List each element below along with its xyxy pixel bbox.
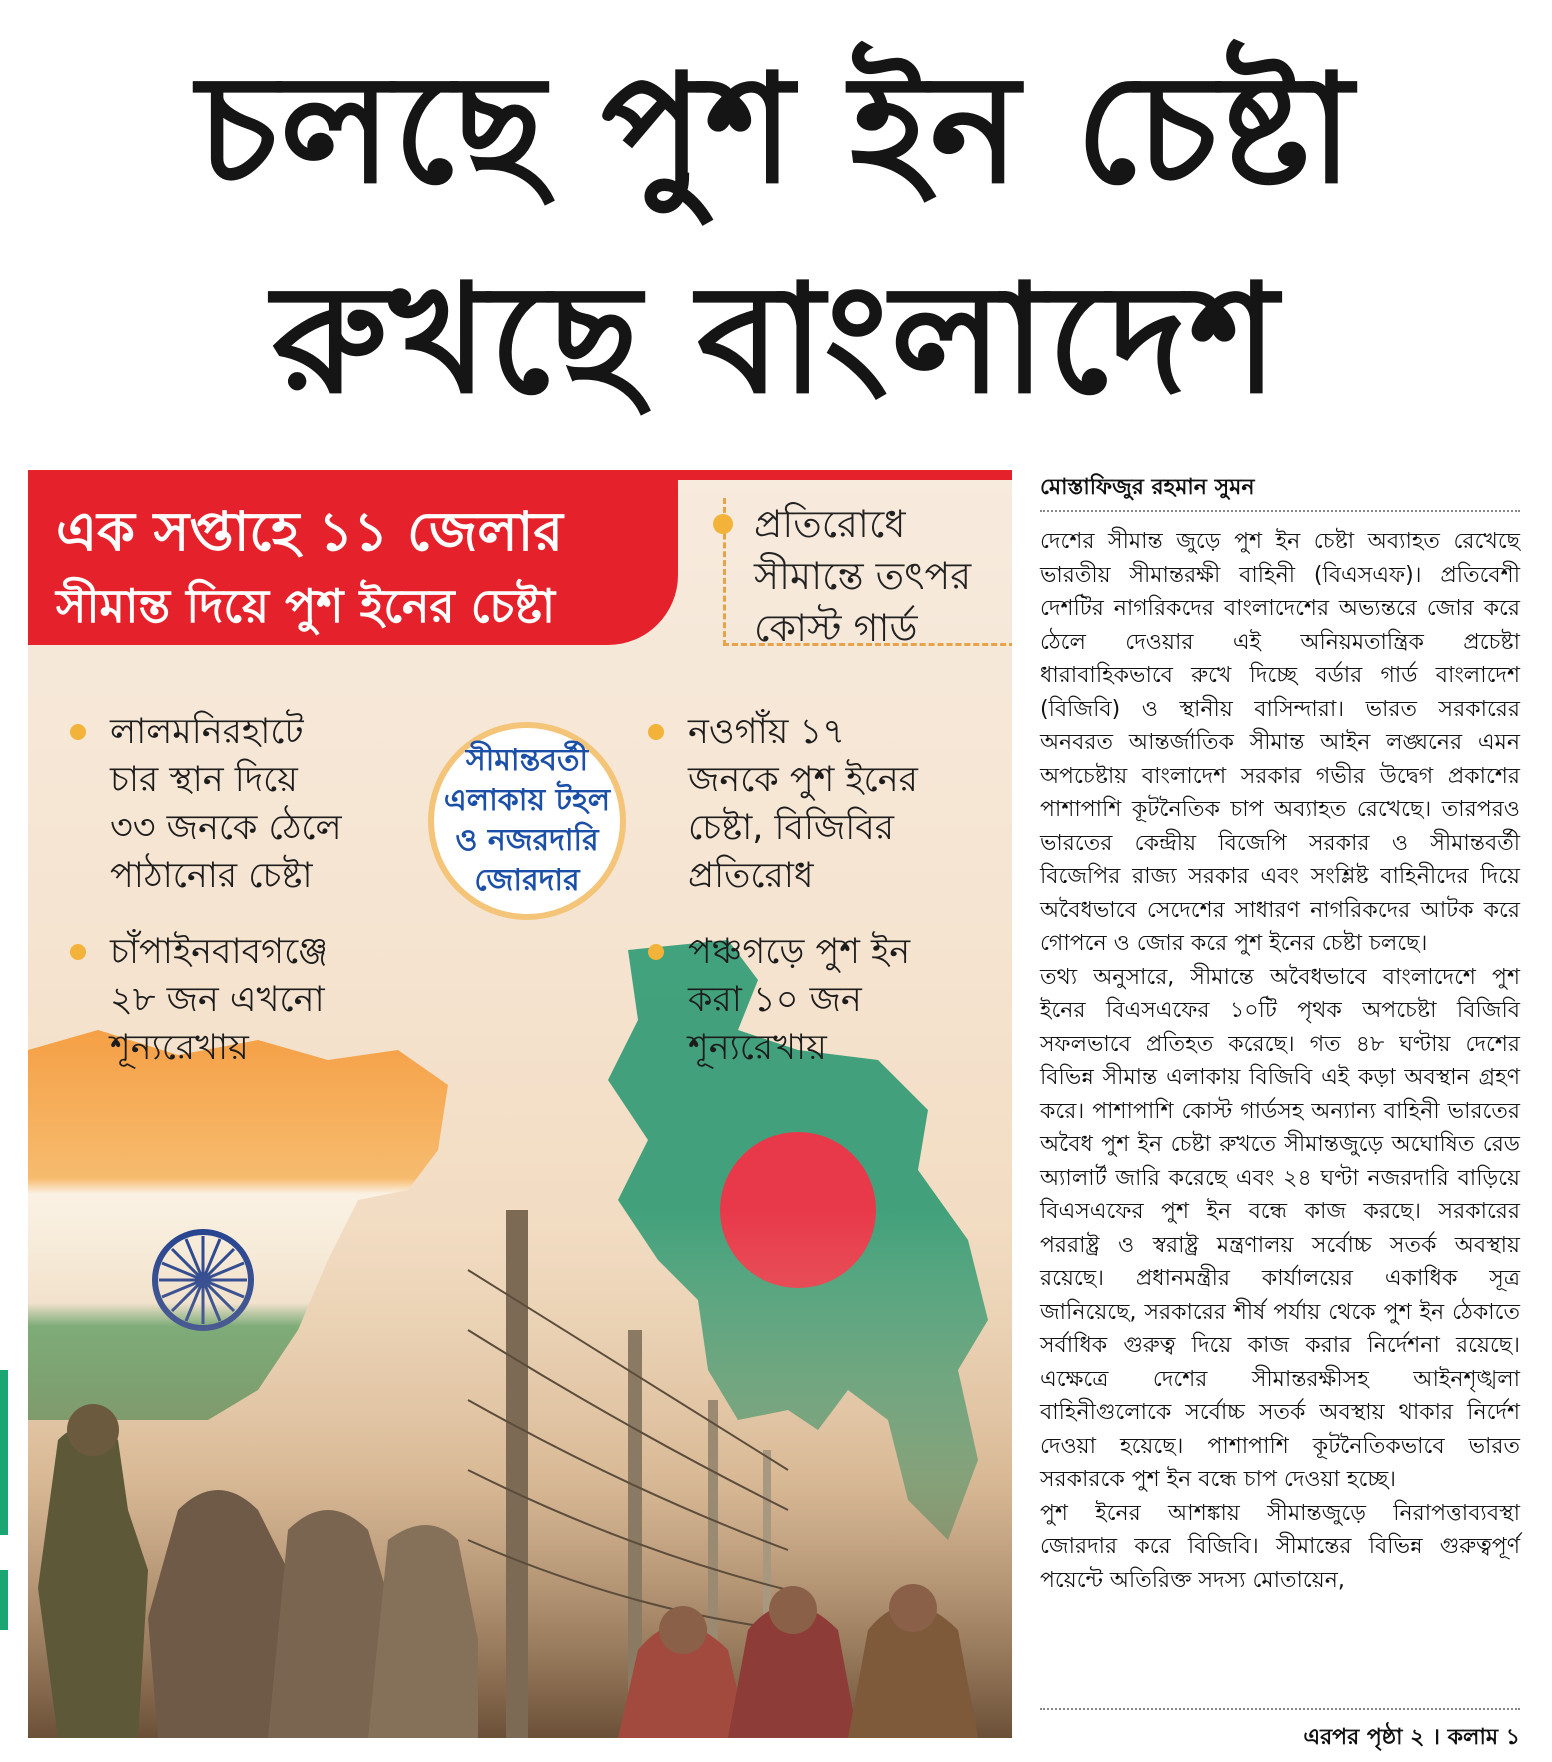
article-body <box>1040 525 1520 1597</box>
top-accent-bar <box>28 470 1012 480</box>
article-paragraph: দেশের সীমান্ত জুড়ে পুশ ইন চেষ্টা অব্যাহত রেখেছে ভারতীয় সীমান্তরক্ষী বাহিনী (বিএসএফ)। প্রতিবেশী দেশটির নাগরিকদের বাংলাদেশের অভ্যন্তরে জোর করে ঠেলে দেওয়ার এই অনিয়মতান্ত্রিক প্রচেষ্টা ধারাবাহিকভাবে রুখে দিচ্ছে বর্ডার গার্ড বাংলাদেশ (বিজিবি) ও স্থানীয় বাসিন্দারা। ভারত সরকারের অনবরত আন্তর্জাতিক সীমান্ত আইন লঙ্ঘনের এমন অপচেষ্টায় বাংলাদেশ সরকার গভীর উদ্বেগ প্রকাশের পাশাপাশি কূটনৈতিক চাপ অব্যাহত রেখেছে। তারপরও ভারতের কেন্দ্রীয় বিজেপি সরকার ও সীমান্তবর্তী বিজেপির রাজ্য সরকার এবং সংশ্লিষ্ট বাহিনীদের দিয়ে অবৈধভাবে সেদেশের সাধারণ নাগরিকদের আটক করে গোপনে ও জোর করে পুশ ইনের চেষ্টা চলছে। <box>1040 529 1520 956</box>
byline: মোস্তাফিজুর রহমান সুমন <box>1040 475 1255 500</box>
banner-line-2: সীমান্ত দিয়ে পুশ ইনের চেষ্টা <box>56 579 556 633</box>
headline-banner <box>28 480 678 645</box>
edge-marker <box>0 1570 8 1630</box>
bullet-chapainawabganj: চাঁপাইনবাবগঞ্জে ২৮ জন এখনো শূন্যরেখায় <box>70 928 328 1072</box>
bullet-naogaon: নওগাঁয় ১৭ জনকে পুশ ইনের চেষ্টা, বিজিবির প্রতিরোধ <box>648 708 918 900</box>
article-paragraph: পুশ ইনের আশঙ্কায় সীমান্তজুড়ে নিরাপত্তাব্যবস্থা জোরদার করে বিজিবি। সীমান্তের বিভিন্ন গুরুত্বপূর্ণ পয়েন্টে অতিরিক্ত সদস্য মোতায়েন, <box>1040 1500 1520 1593</box>
bullet-lalmonirhat: লালমনিরহাটে চার স্থান দিয়ে ৩৩ জনকে ঠেলে পাঠানোর চেষ্টা <box>70 708 342 900</box>
byline-divider <box>1040 510 1520 512</box>
edge-marker <box>0 1370 8 1535</box>
coast-guard-callout <box>723 498 1012 650</box>
headline-line-1: চলছে পুশ ইন চেষ্টা <box>197 43 1355 217</box>
coast-guard-text: প্রতিরোধে সীমান্তে তৎপর কোস্ট গার্ড <box>754 502 972 650</box>
bullet-dot-icon <box>713 514 733 534</box>
article-paragraph: তথ্য অনুসারে, সীমান্তে অবৈধভাবে বাংলাদেশে পুশ ইনের বিএসএফের ১০টি পৃথক অপচেষ্টা বিজিবি সফলভাবে প্রতিহত করেছে। গত ৪৮ ঘণ্টায় দেশের বিভিন্ন সীমান্ত এলাকায় বিজিবি এই কড়া অবস্থান গ্রহণ করে। পাশাপাশি কোস্ট গার্ডসহ অন্যান্য বাহিনী ভারতের অবৈধ পুশ ইন চেষ্টা রুখতে সীমান্তজুড়ে অঘোষিত রেড অ্যালার্ট জারি করেছে এবং ২৪ ঘণ্টা নজরদারি বাড়িয়ে বিএসএফের পুশ ইন বন্ধে কাজ করছে। সরকারের পররাষ্ট্র ও স্বরাষ্ট্র মন্ত্রণালয় সর্বোচ্চ সতর্ক অবস্থায় রয়েছে। প্রধানমন্ত্রীর কার্যালয়ের একাধিক সূত্র জানিয়েছে, সরকারের শীর্ষ পর্যায় থেকে পুশ ইন ঠেকাতে সর্বাধিক গুরুত্ব দিয়ে কাজ করার নির্দেশনা রয়েছে। এক্ষেত্রে দেশের সীমান্তরক্ষীসহ আইনশৃঙ্খলা বাহিনীগুলোকে সর্বোচ্চ সতর্ক অবস্থায় থাকার নির্দেশ দেওয়া হয়েছে। পাশাপাশি কূটনৈতিকভাবে ভারত সরকারকে পুশ ইন বন্ধে চাপ দেওয়া হচ্ছে। <box>1040 964 1520 1492</box>
banner-line-1: এক সপ্তাহে ১১ জেলার <box>56 500 563 563</box>
footer-divider <box>1040 1708 1520 1710</box>
patrol-circle-badge: সীমান্তবর্তী এলাকায় টহল ও নজরদারি জোরদার <box>428 722 626 920</box>
bullet-panchagarh: পঞ্চগড়ে পুশ ইন করা ১০ জন শূন্যরেখায় <box>648 928 910 1072</box>
infographic-panel <box>28 470 1012 1738</box>
border-fence-photo <box>28 1210 1012 1738</box>
continued-jump-line: এরপর পৃষ্ঠা ২ । কলাম ১ <box>1303 1725 1520 1750</box>
headline-line-2: রুখছে বাংলাদেশ <box>272 253 1280 427</box>
headline <box>0 45 1552 425</box>
